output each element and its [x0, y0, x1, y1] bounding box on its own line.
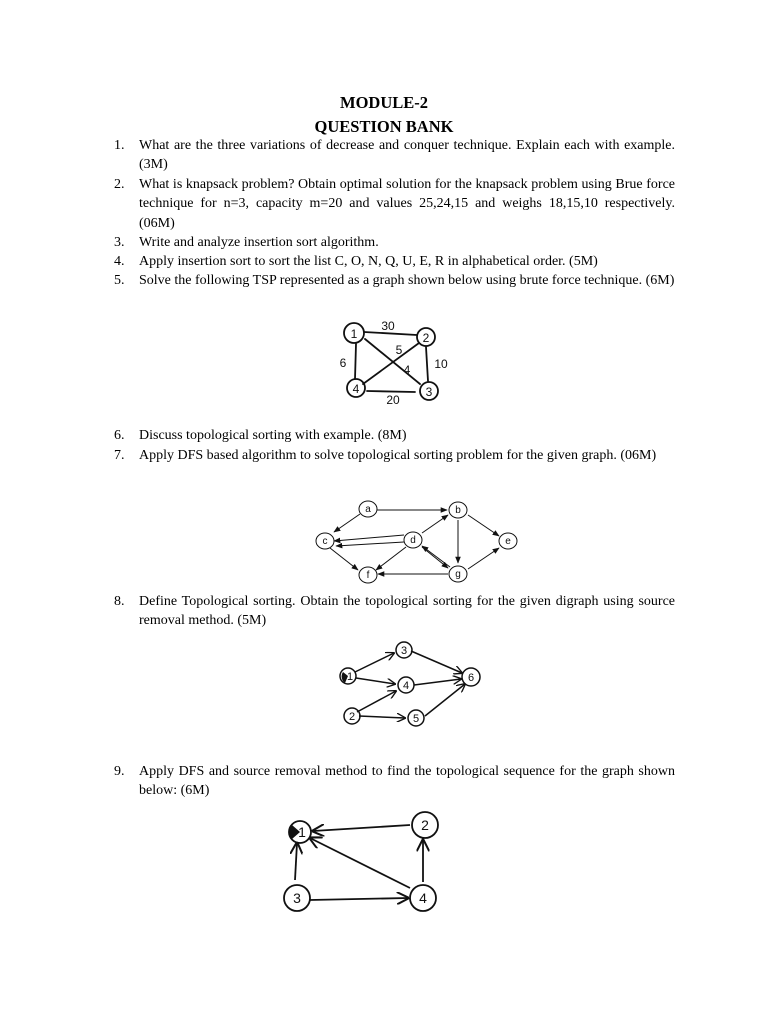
dag-node-label: g — [455, 569, 461, 580]
dag-edge-d-b — [422, 515, 448, 533]
tsp-weight-2-3: 10 — [434, 357, 448, 371]
dag9-edge-3-1 — [295, 843, 297, 880]
dag-edge-d-c2 — [336, 542, 404, 546]
question-number: 1. — [114, 138, 125, 153]
dag8-edge-2-5 — [359, 716, 405, 718]
dag8-node-label: 1 — [346, 671, 354, 683]
tsp-node-label: 4 — [352, 382, 360, 396]
dag8-edge-1-4 — [356, 678, 395, 684]
question-number: 5. — [114, 273, 125, 288]
question-8 — [114, 592, 675, 631]
dag9-edge-2-1 — [313, 825, 410, 831]
dag-edge-d-c — [334, 535, 404, 541]
question-6 — [114, 426, 675, 445]
question-5 — [114, 271, 675, 290]
tsp-node-label: 3 — [425, 385, 433, 399]
dag-node-label: c — [322, 536, 328, 547]
question-4 — [114, 252, 675, 271]
dag-edge-g-e — [468, 548, 499, 569]
question-number: 8. — [114, 594, 125, 609]
dag8-node-label: 2 — [348, 711, 356, 723]
question-text: What is knapsack problem? Obtain optimal solution for the knapsack problem using Brue force technique for n=3, capacity m=20 and values 25,24,15 and weighs 18,15,10 respectively. (06M) — [139, 177, 675, 231]
question-7 — [114, 446, 675, 465]
question-text: Write and analyze insertion sort algorithm. — [139, 235, 379, 250]
dag8-node-label: 3 — [400, 645, 408, 657]
tsp-weight-1-2: 30 — [381, 319, 395, 333]
tsp-edge-3-4 — [367, 391, 415, 392]
dag-graph-q7 — [308, 498, 523, 586]
dag-node-label: b — [455, 505, 461, 516]
question-text: Apply DFS based algorithm to solve topological sorting problem for the given graph. (06M) — [139, 448, 657, 463]
dag8-node-label: 6 — [467, 672, 475, 684]
tsp-weight-1-4: 6 — [339, 356, 347, 370]
question-3 — [114, 233, 675, 252]
dag8-node-label: 4 — [402, 680, 410, 692]
dag9-node-label: 3 — [293, 890, 301, 906]
dag8-edge-1-3 — [355, 653, 394, 672]
question-text: Apply insertion sort to sort the list C, O, N, Q, U, E, R in alphabetical order. (5M) — [139, 254, 598, 269]
question-9 — [114, 762, 675, 801]
question-1 — [114, 136, 675, 175]
question-number: 6. — [114, 428, 125, 443]
dag-node-label: d — [410, 535, 416, 546]
question-number: 3. — [114, 235, 125, 250]
page-title: QUESTION BANK — [314, 117, 454, 136]
tsp-edge-2-3 — [426, 347, 428, 381]
question-text: Discuss topological sorting with example. (8M) — [139, 428, 407, 443]
dag-edge-g-d — [422, 546, 450, 567]
dag-edge-d-g — [422, 547, 448, 568]
tsp-edge-2-4 — [363, 343, 419, 384]
dag-node-label: a — [365, 504, 371, 515]
tsp-weight-1-3: 5 — [395, 343, 403, 357]
tsp-graph — [333, 318, 448, 414]
dag9-edge-3-4 — [310, 898, 408, 900]
dag8-edge-3-6 — [411, 651, 462, 673]
question-number: 4. — [114, 254, 125, 269]
dag-graph-q8 — [335, 636, 490, 732]
tsp-node-label: 2 — [422, 331, 430, 345]
dag8-node-label: 5 — [412, 713, 420, 725]
question-number: 9. — [114, 764, 125, 779]
dag-node-label: e — [505, 536, 511, 547]
dag-graph-q9 — [280, 808, 450, 918]
question-text: Define Topological sorting. Obtain the topological sorting for the given digraph using source removal method. (5M) — [139, 594, 675, 629]
dag-edge-d-f — [376, 547, 406, 570]
dag9-node-label: 4 — [419, 890, 427, 906]
tsp-edge-1-4 — [355, 344, 356, 379]
dag8-edge-5-6 — [425, 684, 465, 716]
dag8-edge-4-6 — [414, 679, 461, 685]
question-2 — [114, 175, 675, 233]
tsp-weight-3-4: 20 — [386, 393, 400, 407]
question-text: Solve the following TSP represented as a graph shown below using brute force technique. (6M) — [139, 273, 675, 288]
question-text: What are the three variations of decrease and conquer technique. Explain each with example. (3M) — [139, 138, 675, 173]
dag-node-label: f — [366, 570, 370, 581]
tsp-node-label: 1 — [350, 327, 358, 341]
dag-edge-b-e — [468, 515, 499, 536]
dag9-node-label: 2 — [421, 817, 429, 833]
question-number: 7. — [114, 448, 125, 463]
dag-edge-c-f — [330, 548, 358, 570]
tsp-weight-2-4: 4 — [403, 363, 411, 377]
question-number: 2. — [114, 177, 125, 192]
dag-edge-a-c — [334, 514, 360, 532]
question-text: Apply DFS and source removal method to find the topological sequence for the graph shown below: (6M) — [139, 764, 675, 799]
module-title: MODULE-2 — [340, 93, 428, 112]
dag8-edge-2-4 — [357, 691, 396, 712]
dag9-node-label: 1 — [298, 824, 306, 840]
dag9-edge-4-1 — [310, 838, 410, 888]
